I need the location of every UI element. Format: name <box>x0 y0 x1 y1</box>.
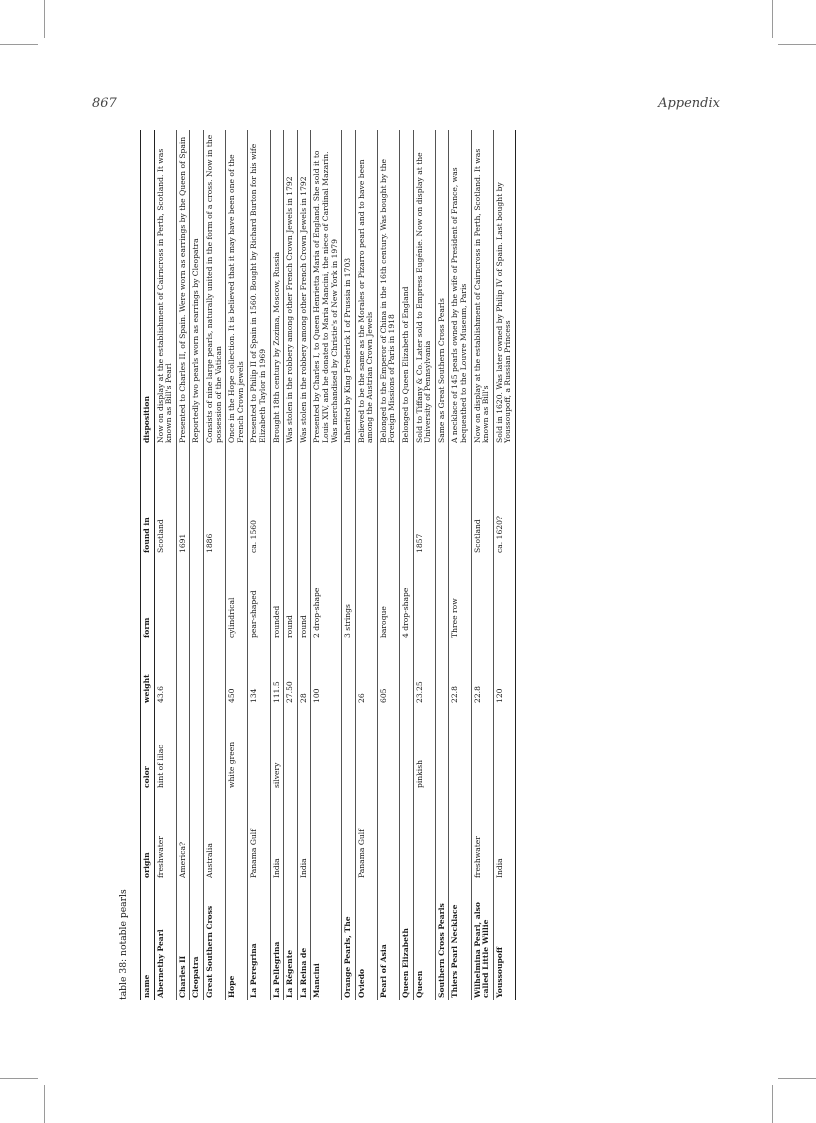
table-row <box>311 130 342 1000</box>
cell-form <box>190 555 204 640</box>
section-title: Appendix <box>658 96 720 111</box>
table-row <box>284 130 298 1000</box>
cell-origin <box>190 790 204 880</box>
cell-form: Three row <box>450 598 460 638</box>
cell-origin: Panama Gulf <box>356 828 366 878</box>
crop-mark <box>0 44 38 45</box>
crop-mark <box>0 1078 38 1079</box>
cell-disposition: Brought 18th century by Zozima, Moscow, Russia <box>271 251 281 443</box>
table-row <box>154 130 176 1000</box>
cell-origin <box>342 790 356 880</box>
cell-name: La Régente <box>285 949 295 998</box>
cell-form <box>471 555 493 640</box>
cell-disposition: Was stolen in the robbery among other French Crown Jewels in 1792 <box>285 176 295 443</box>
cell-color <box>248 705 270 790</box>
cell-color <box>311 705 342 790</box>
cell-weight: 43.6 <box>155 686 165 703</box>
cell-disposition: Reportedly two pearls worn as earrings by Cleopatra <box>191 238 201 443</box>
cell-color <box>377 705 399 790</box>
cell-color <box>284 705 298 790</box>
table-row <box>493 130 515 1000</box>
cell-name: La Pellegrina <box>271 941 281 998</box>
cell-disposition: A necklace of 145 pearls owned by the wife of President of France, was bequeathed to the Louvre Museum, Paris <box>450 167 469 443</box>
crop-mark <box>772 1085 773 1123</box>
crop-mark <box>778 44 816 45</box>
cell-origin: Panama Gulf <box>249 828 259 878</box>
cell-found-in: ca. 1620? <box>494 515 504 553</box>
cell-color <box>471 705 493 790</box>
cell-color <box>449 705 471 790</box>
cell-origin <box>413 790 435 880</box>
crop-mark <box>44 0 45 38</box>
column-header: name <box>142 974 151 998</box>
cell-origin <box>377 790 399 880</box>
cell-origin: freshwater <box>472 836 482 878</box>
cell-color <box>355 705 377 790</box>
cell-weight <box>190 640 204 705</box>
cell-form: 4 drop-shape <box>401 587 411 638</box>
cell-disposition: Sold to Tiffany & Co. Later sold to Empress Eugénie. Now on display at the University of Pennsylvania <box>414 152 433 443</box>
page-number: 867 <box>92 96 117 111</box>
cell-found-in <box>190 445 204 555</box>
rotated-table-region <box>120 120 690 1000</box>
cell-found-in <box>226 445 248 555</box>
table-row <box>203 130 225 1000</box>
cell-form <box>203 555 225 640</box>
cell-name: Oviedo <box>356 968 366 998</box>
cell-found-in <box>311 445 342 555</box>
cell-found-in <box>284 445 298 555</box>
crop-mark <box>772 0 773 38</box>
cell-disposition: Belonged to Queen Elizabeth of England <box>401 286 411 443</box>
column-header: origin <box>142 852 151 878</box>
cell-weight: 22.8 <box>472 686 482 703</box>
cell-name: Charles II <box>177 955 187 998</box>
cell-weight: 28 <box>298 693 308 703</box>
cell-weight <box>400 640 414 705</box>
table-row <box>176 130 190 1000</box>
crop-mark <box>778 1078 816 1079</box>
cell-origin: freshwater <box>155 836 165 878</box>
cell-weight <box>203 640 225 705</box>
table-row <box>435 130 449 1000</box>
crop-mark <box>44 1085 45 1123</box>
cell-form: round <box>298 615 308 638</box>
table-row <box>449 130 471 1000</box>
cell-color <box>297 705 311 790</box>
cell-found-in <box>342 445 356 555</box>
cell-weight: 100 <box>312 688 322 703</box>
cell-disposition: Was stolen in the robbery among other French Crown Jewels in 1792 <box>298 176 308 443</box>
cell-disposition: Consists of nine large pearls, naturally united in the form of a cross. Now in the possession of the Vatican <box>204 134 223 443</box>
cell-name: Youssoupoff <box>494 946 504 998</box>
cell-disposition: Belonged to the Emperor of China in the 16th century. Was bought by the Foreign Missions of Paris in 1918 <box>378 158 397 443</box>
cell-origin: India <box>298 858 308 878</box>
table-caption: table 38: notable pearls <box>118 889 129 1000</box>
cell-color <box>203 705 225 790</box>
table-row <box>297 130 311 1000</box>
cell-disposition: Presented to Charles II, of Spain. Were worn as earrings by the Queen of Spain <box>177 136 187 443</box>
cell-found-in <box>435 445 449 555</box>
cell-form: pear-shaped <box>249 590 259 638</box>
column-header: color <box>142 766 151 788</box>
cell-weight: 22.8 <box>450 686 460 703</box>
cell-color: hint of lilac <box>155 744 165 788</box>
cell-disposition: Now on display at the establishment of Cairncross in Perth, Scotland. It was known as Bill's <box>472 148 491 443</box>
cell-weight <box>435 640 449 705</box>
cell-form <box>413 555 435 640</box>
cell-found-in: 1857 <box>414 533 424 553</box>
cell-form: rounded <box>271 605 281 638</box>
cell-form <box>154 555 176 640</box>
cell-found-in: 1691 <box>177 533 187 553</box>
cell-found-in <box>377 445 399 555</box>
cell-weight: 605 <box>378 688 388 703</box>
cell-disposition: Same as Great Southern Cross Pearls <box>436 298 446 443</box>
cell-color <box>190 705 204 790</box>
cell-found-in: Scotland <box>472 519 482 553</box>
cell-color <box>400 705 414 790</box>
cell-weight <box>342 640 356 705</box>
cell-color: silvery <box>271 762 281 788</box>
cell-form: round <box>285 615 295 638</box>
cell-found-in: ca. 1560 <box>249 520 259 553</box>
cell-disposition: Believed to be the same as the Morales or Pizarro pearl and to have been among the Austrian Crown Jewels <box>356 159 375 443</box>
cell-form: 2 drop-shape <box>312 587 322 638</box>
cell-color <box>435 705 449 790</box>
cell-color <box>342 705 356 790</box>
cell-name: Queen Elizabeth <box>401 928 411 998</box>
cell-color: pinkish <box>414 760 424 788</box>
cell-origin <box>400 790 414 880</box>
cell-origin: India <box>494 858 504 878</box>
cell-weight: 27.50 <box>285 681 295 703</box>
cell-name: Orange Pearls, The <box>343 916 353 998</box>
cell-found-in <box>270 445 284 555</box>
cell-origin <box>226 790 248 880</box>
cell-found-in <box>297 445 311 555</box>
cell-found-in <box>449 445 471 555</box>
table-row <box>377 130 399 1000</box>
table-row <box>413 130 435 1000</box>
cell-disposition: Now on display at the establishment of Cairncross in Perth, Scotland. It was known as Bill's Pearl <box>155 148 174 443</box>
cell-form: cylindrical <box>227 597 237 638</box>
cell-found-in <box>355 445 377 555</box>
cell-disposition: Presented to Philip II of Spain in 1560. Bought by Richard Burton for his wife Elizabeth Taylor in 1969 <box>249 143 267 443</box>
table-header-row <box>141 130 155 1000</box>
cell-name: Pearl of Asia <box>378 944 388 998</box>
table-row <box>471 130 493 1000</box>
cell-weight: 23.25 <box>414 681 424 703</box>
cell-weight: 134 <box>249 688 259 703</box>
cell-disposition: Presented by Charles I, to Queen Henrietta Maria of England. She sold it to Louis XIV, and he donated to Maria Mancini, the niece of Cardinal Mazarin. Was merchandised by Christie's of New York in 1979 <box>312 150 339 443</box>
cell-name: Great Southern Cross <box>204 905 214 998</box>
column-header: weight <box>142 674 151 703</box>
cell-origin: India <box>271 858 281 878</box>
cell-disposition: Once in the Hope collection. It is believed that it may have been one of the French Crown jewels <box>227 154 245 443</box>
column-header: form <box>142 617 151 638</box>
cell-weight: 26 <box>356 693 366 703</box>
cell-disposition: Inherited by King Frederick I of Prussia in 1703 <box>343 257 353 443</box>
cell-color <box>493 705 515 790</box>
cell-name: La Reina de <box>298 947 308 998</box>
cell-weight: 111.5 <box>271 681 281 703</box>
pearls-table <box>140 130 516 1000</box>
table-row <box>342 130 356 1000</box>
cell-name: Wilhelmina Pearl, also called Little Willie <box>472 902 491 998</box>
cell-origin: Australia <box>204 843 214 878</box>
cell-origin <box>311 790 342 880</box>
cell-weight: 120 <box>494 688 504 703</box>
cell-found-in: 1886 <box>204 533 214 553</box>
cell-color: white green <box>227 741 237 788</box>
table-row <box>248 130 270 1000</box>
table-row <box>270 130 284 1000</box>
column-header: found in <box>142 517 151 553</box>
table-row <box>355 130 377 1000</box>
cell-form: 3 strings <box>343 604 353 638</box>
cell-form <box>493 555 515 640</box>
cell-name: Mancini <box>312 963 322 998</box>
column-header: disposition <box>142 396 151 443</box>
cell-name: Southern Cross Pearls <box>436 903 446 998</box>
cell-form <box>435 555 449 640</box>
cell-name: Queen <box>414 970 424 998</box>
cell-form <box>176 555 190 640</box>
cell-name: Cleopatra <box>191 956 201 998</box>
cell-origin <box>284 790 298 880</box>
cell-name: La Peregrina <box>249 943 259 998</box>
cell-name: Thiers Pearl Necklace <box>450 904 460 998</box>
table-row <box>226 130 248 1000</box>
cell-name: Abernethy Pearl <box>155 929 165 998</box>
cell-color <box>176 705 190 790</box>
cell-origin <box>449 790 471 880</box>
cell-origin: America? <box>177 841 187 878</box>
cell-weight <box>176 640 190 705</box>
cell-name: Hope <box>227 975 237 998</box>
cell-disposition: Sold in 1620. Was later owned by Philip IV of Spain. Last bought by Youssoupoff, a Russian Princess <box>494 182 513 443</box>
table-row <box>400 130 414 1000</box>
cell-origin <box>435 790 449 880</box>
cell-form: baroque <box>378 606 388 638</box>
cell-form <box>355 555 377 640</box>
table-row <box>190 130 204 1000</box>
cell-found-in <box>400 445 414 555</box>
cell-found-in: Scotland <box>155 519 165 553</box>
cell-weight: 450 <box>227 688 237 703</box>
